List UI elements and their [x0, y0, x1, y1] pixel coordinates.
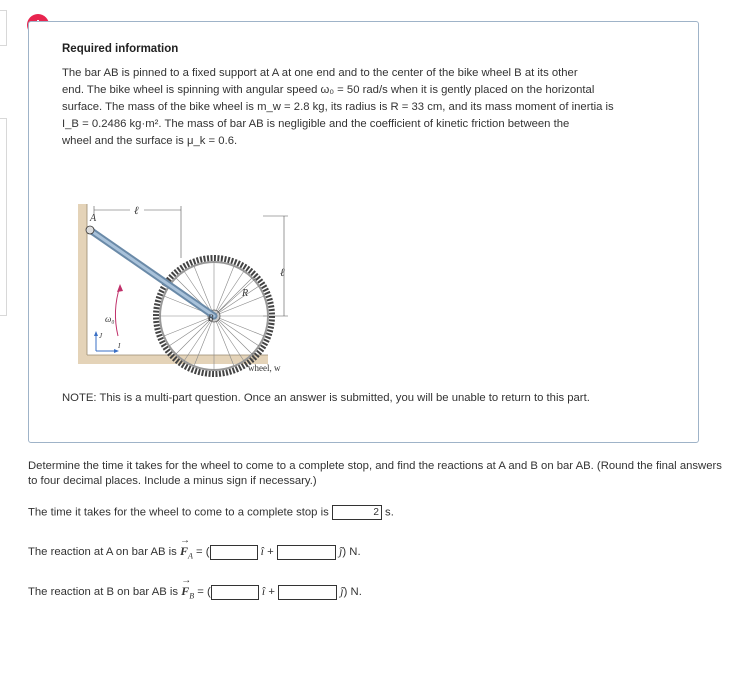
label-l-side: ℓ	[280, 267, 285, 279]
info-line: end. The bike wheel is spinning with angular speed ω₀ = 50 rad/s when it is gently placed on the horizontal	[62, 84, 595, 96]
label-A: A	[90, 213, 97, 224]
label-wheel: wheel, w	[248, 363, 281, 373]
plus-sign: +	[268, 586, 276, 598]
info-line: wheel and the surface is μ_k = 0.6.	[62, 135, 238, 147]
j-hat: ĵ	[340, 584, 344, 598]
j-hat: ĵ	[339, 544, 343, 558]
reaction-B-j-input[interactable]	[278, 585, 337, 600]
question-prompt: Determine the time it takes for the wheel to come to a complete stop, and find the reactions at A and B on bar AB. (Round the final answers to four decimal places. Include a minus sign if necessary.)	[28, 460, 722, 487]
equals-open: = (	[197, 586, 211, 598]
close-unit: ) N.	[343, 586, 362, 598]
i-hat: î	[261, 584, 266, 598]
side-tab	[0, 10, 7, 46]
reaction-B-row	[28, 575, 362, 601]
info-line: I_B = 0.2486 kg·m². The mass of bar AB is negligible and the coefficient of kinetic friction between the	[62, 118, 570, 130]
reaction-A-row	[28, 535, 361, 561]
time-input[interactable]: 2	[332, 505, 382, 520]
plus-sign: +	[267, 546, 274, 558]
close-unit: ) N.	[342, 546, 361, 558]
label-B: B	[208, 313, 214, 323]
bike-wheel-figure	[78, 186, 308, 389]
note-text: NOTE: This is a multi-part question. Once an answer is submitted, you will be unable to return to this part.	[62, 392, 590, 404]
reaction-A-j-input[interactable]	[277, 545, 336, 560]
vector-F-A: → $F_A$	[179, 535, 193, 561]
omega-arrow	[115, 286, 120, 336]
reaction-B-i-input[interactable]	[211, 585, 259, 600]
i-hat: î	[260, 544, 265, 558]
label-R: R	[242, 288, 249, 299]
reaction-B-label: The reaction at B on bar AB is	[28, 586, 179, 598]
figure-svg	[78, 186, 308, 386]
time-unit: s.	[385, 506, 394, 519]
info-title: Required information	[62, 43, 179, 55]
label-l-top: ℓ	[134, 205, 139, 217]
reaction-A-i-input[interactable]	[210, 545, 258, 560]
label-J: J	[99, 332, 103, 340]
time-row	[28, 505, 394, 520]
vector-F-B: → $F_B$	[181, 575, 195, 601]
info-text	[62, 65, 672, 150]
label-omega: ω₀	[105, 314, 115, 324]
time-label: The time it takes for the wheel to come to a complete stop is	[28, 506, 329, 519]
required-information-panel	[28, 21, 699, 443]
label-I: I	[118, 342, 121, 350]
reaction-A-label: The reaction at A on bar AB is	[28, 546, 177, 558]
info-line: surface. The mass of the bike wheel is m_w = 2.8 kg, its radius is R = 33 cm, and its mass moment of inertia is	[62, 101, 614, 113]
equals-open: = (	[196, 546, 210, 558]
info-line: The bar AB is pinned to a fixed support at A at one end and to the center of the bike wheel B at its other	[62, 67, 578, 79]
side-tab	[0, 118, 7, 316]
pin-A	[86, 226, 94, 234]
wall	[78, 204, 87, 362]
